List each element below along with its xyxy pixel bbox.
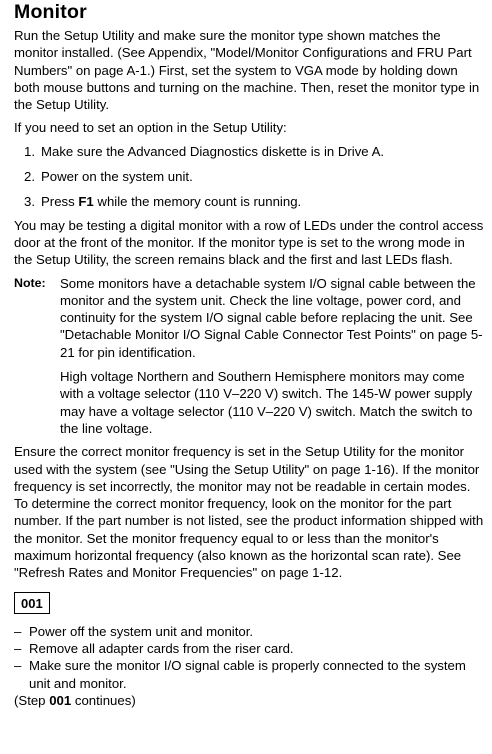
action-text: Remove all adapter cards from the riser card.	[29, 640, 294, 656]
action-list	[14, 623, 486, 692]
step-text: Power on the system unit.	[41, 169, 193, 185]
note-block	[14, 275, 486, 438]
note-label: Note:	[14, 275, 46, 290]
continues-step: 001	[49, 692, 72, 708]
note-paragraph-cable: Some monitors have a detachable system I/O signal cable between the monitor and the system unit. Check the line voltage, power cord, and continuity for the system I/O signal cable before replacing the unit. See "Detachable Monitor I/O Signal Cable Connector Test Points" on page 5-21 for pin identification.	[60, 275, 483, 360]
list-item	[24, 168, 486, 185]
list-item	[14, 657, 486, 692]
list-item	[14, 640, 486, 657]
note-paragraph-voltage: High voltage Northern and Southern Hemisphere monitors may come with a voltage selector (110 V–220 V) switch. The 145-W power supply may have a voltage selector (110 V–220 V) switch. Match the switch to the line voltage.	[60, 369, 473, 436]
digital-monitor-paragraph: You may be testing a digital monitor with a row of LEDs under the control access door at the front of the monitor. If the monitor type is set to the wrong mode in the Setup Utility, the screen remains black and the first and last LEDs flash.	[14, 217, 484, 268]
list-item	[24, 143, 486, 160]
action-text: Make sure the monitor I/O signal cable is properly connected to the system unit and monitor.	[29, 658, 466, 691]
continues-post: continues)	[71, 692, 136, 708]
step-number: 1.	[24, 143, 35, 159]
step-text	[41, 193, 301, 210]
dash-bullet: –	[14, 623, 22, 639]
setup-steps-list	[24, 143, 486, 211]
step-text-post: while the memory count is running.	[93, 194, 302, 210]
step-number: 2.	[24, 169, 35, 185]
list-item	[24, 193, 486, 210]
option-intro: If you need to set an option in the Setup Utility:	[14, 120, 287, 136]
step-text-pre: Press	[41, 194, 79, 210]
continues-pre: (Step	[14, 692, 50, 708]
frequency-paragraph: Ensure the correct monitor frequency is set in the Setup Utility for the monitor used with the system (see "Using the Setup Utility" on page 1-16). If the monitor frequency is set incorrectly, the monitor may not be readable in certain modes. To determine the correct monitor frequency, look on the monitor for the part number. If the part number is not listed, see the product information shipped with the monitor. Set the monitor frequency equal to or less than the monitor's maximum horizontal frequency (also known as the horizontal scan rate). See "Refresh Rates and Monitor Frequencies" on page 1-12.	[14, 444, 484, 581]
intro-paragraph: Run the Setup Utility and make sure the monitor type shown matches the monitor installed. (See Appendix, "Model/Monitor Configurations and FRU Part Numbers" on page A-1.) First, set the system to VGA mode by holding down both mouse buttons and turning on the machine. Then, reset the monitor type in the Setup Utility.	[14, 28, 480, 113]
dash-bullet: –	[14, 640, 22, 656]
action-text: Power off the system unit and monitor.	[29, 623, 254, 639]
list-item	[14, 623, 486, 640]
note-body	[60, 275, 486, 438]
step-text: Make sure the Advanced Diagnostics diskette is in Drive A.	[41, 143, 385, 159]
key-f1: F1	[78, 194, 94, 210]
dash-bullet: –	[14, 658, 22, 674]
page-title: Monitor	[14, 1, 87, 23]
step-number: 3.	[24, 194, 35, 210]
step-number-box: 001	[14, 592, 50, 614]
document-page	[14, 0, 486, 709]
continues-note	[14, 692, 486, 709]
